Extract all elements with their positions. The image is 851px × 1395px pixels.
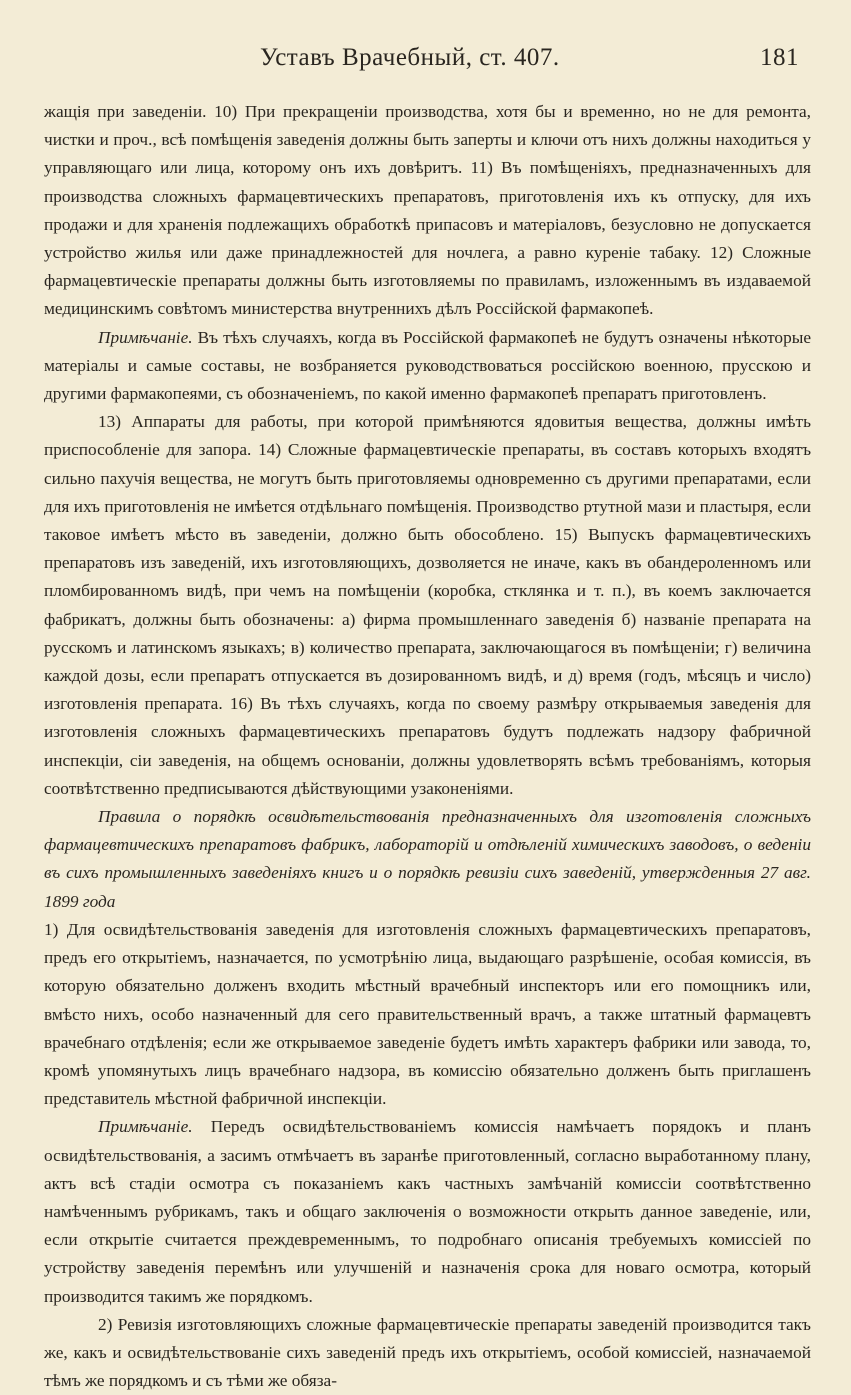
page-number: 181 [760,44,799,71]
note-label: Примѣчаніе. [98,327,193,347]
note-label-2: Примѣчаніе. [98,1117,193,1137]
running-title: Уставъ Врачебный, ст. 407. [260,44,560,71]
rules-heading-paragraph [44,803,811,916]
body-text [44,98,811,1395]
paragraph-rules-13-16: 13) Аппараты для работы, при которой примѣняются ядовитыя вещества, должны имѣть приспособленіе для запора. 14) Сложные фармацевтическіе препараты, въ составъ которыхъ входятъ сильно пахучія вещества, не могутъ быть приготовляемы одновременно съ другими препаратами, если для ихъ приготовленія не имѣется отдѣльнаго помѣщенія. Производство ртутной мази и пластыря, если таковое имѣетъ мѣсто въ заведеніи, должно быть обособлено. 15) Выпускъ фармацевтическихъ препаратовъ изъ заведеній, ихъ изготовляющихъ, дозволяется не иначе, какъ въ обандероленномъ или пломбированномъ видѣ, при чемъ на помѣщеніи (коробка, стклянка и т. п.), въ коемъ заключается фабрикатъ, должны быть обозначены: а) фирма промышленнаго заведенія б) названіе препарата на русскомъ и латинскомъ языкахъ; в) количество препарата, заключающагося въ помѣщеніи; г) величина каждой дозы, если препаратъ отпускается въ дозированномъ видѣ, и д) время (годъ, мѣсяцъ и число) изготовленія препарата. 16) Въ тѣхъ случаяхъ, когда по своему размѣру открываемыя заведенія для изготовленія сложныхъ фармацевтическихъ препаратовъ будутъ подлежать надзору фабричной инспекціи, сіи заведенія, на общемъ основаніи, должны удовлетворять всѣмъ требованіямъ, которыя соотвѣтственно предписываются дѣйствующими узаконеніями. [44,412,811,798]
running-header [44,44,811,88]
paragraph-continuation: жащія при заведеніи. 10) При прекращеніи производства, хотя бы и временно, но не для ремонта, чистки и проч., всѣ помѣщенія заведенія должны быть заперты и ключи отъ нихъ должны находиться у управляющаго или лица, которому онъ ихъ довѣритъ. 11) Въ помѣщеніяхъ, предназначенныхъ для производства сложныхъ фармацевтическихъ препаратовъ, приготовленія ихъ къ отпуску, для ихъ продажи и для храненія подлежащихъ обработкѣ припасовъ и матеріаловъ, безусловно не допускается устройство жилья или даже принадлежностей для ночлега, а равно куреніе табаку. 12) Сложные фармацевтическіе препараты должны быть изготовляемы по правиламъ, изложеннымъ въ издаваемой медицинскимъ совѣтомъ министерства внутреннихъ дѣлъ Россійской фармакопеѣ. [44,102,811,319]
paragraph-rule-1: 1) Для освидѣтельствованія заведенія для изготовленія сложныхъ фармацевтическихъ препаратовъ, предъ его открытіемъ, назначается, по усмотрѣнію лица, выдающаго разрѣшеніе, особая комиссія, въ которую обязательно долженъ входить мѣстный врачебный инспекторъ или его помощникъ или, вмѣсто нихъ, особо назначенный для сего правительственный врачъ, а также штатный фармацевтъ врачебнаго отдѣленія; если же открываемое заведеніе будетъ имѣть характеръ фабрики или завода, то, кромѣ упомянутыхъ лицъ врачебнаго надзора, въ комиссію обязательно долженъ быть приглашенъ представитель мѣстной фабричной инспекціи. [44,919,811,1109]
note-text: Въ тѣхъ случаяхъ, когда въ Россійской фармакопеѣ не будутъ означены нѣкоторые матеріалы и самые составы, не возбраняется руководствоваться россійскою военною, прусскою и другими фармакопеями, съ обозначеніемъ, по какой именно фармакопеѣ препаратъ приготовленъ. [44,327,811,404]
paragraph-rule-2: 2) Ревизія изготовляющихъ сложные фармацевтическіе препараты заведеній производится такъ же, какъ и освидѣтельствованіе сихъ заведеній предъ ихъ открытіемъ, особой комиссіей, назначаемой тѣмъ же порядкомъ и съ тѣми же обяза- [44,1314,811,1391]
note-paragraph [44,324,811,409]
note-text-2: Передъ освидѣтельствованіемъ комиссія намѣчаетъ порядокъ и планъ освидѣтельствованія, а засимъ отмѣчаетъ въ заранѣе приготовленный, согласно выработанному плану, актъ всѣ стадіи осмотра съ показаніемъ какъ частныхъ замѣчаній комиссіи соотвѣтственно намѣченнымъ рубрикамъ, такъ и общаго заключенія о возможности открыть данное заведеніе, или, если открытіе считается преждевременнымъ, то подробнаго описанія требуемыхъ комиссіей по устройству заведенія перемѣнъ или улучшеній и назначенія срока для новаго осмотра, который производится такимъ же порядкомъ. [44,1117,811,1306]
note-paragraph-2 [44,1113,811,1310]
rules-title: Правила о порядкѣ освидѣтельствованія предназначенныхъ для изготовленія сложныхъ фармацевтическихъ препаратовъ фабрикъ, лабораторій и отдѣленій химическихъ заводовъ, о веденіи въ сихъ промышленныхъ заведеніяхъ книгъ и о порядкѣ ревизіи сихъ заведеній, утвержденныя 27 авг. 1899 года [44,807,811,911]
